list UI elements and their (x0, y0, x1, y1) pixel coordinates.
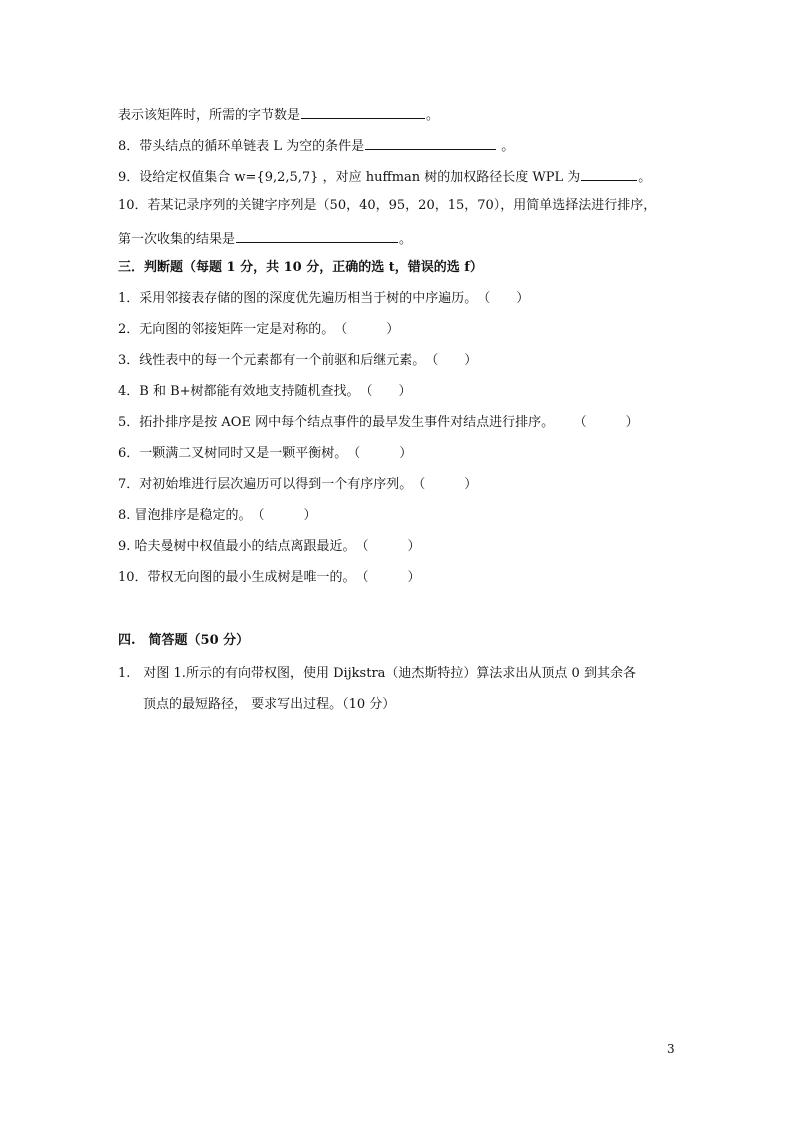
item-text: 4．B 和 B+树都能有效地支持随机查找。 (118, 384, 360, 399)
item-text: 3．线性表中的每一个元素都有一个前驱和后继元素。 (118, 353, 426, 368)
true-false-item (118, 507, 317, 525)
answer-paren[interactable]: （ ） (251, 508, 317, 523)
true-false-item (118, 290, 529, 308)
true-false-item (118, 383, 412, 401)
answer-paren[interactable]: （ ） (477, 291, 530, 306)
answer-paren[interactable]: （ ） (425, 353, 478, 368)
question-text: 9．设给定权值集合 w={9,2,5,7} ，对应 huffman 树的加权路径长度 WPL 为 (118, 170, 581, 185)
question-10 (118, 197, 656, 215)
item-text: 5．拓扑排序是按 AOE 网中每个结点事件的最早发生事件对结点进行排序。 (118, 415, 555, 430)
true-false-item (118, 445, 412, 463)
answer-blank[interactable] (236, 228, 398, 243)
question-8 (118, 135, 514, 156)
true-false-item (118, 538, 421, 556)
line-end: 。 (638, 170, 652, 185)
question-10-continued (118, 228, 412, 249)
answer-paren[interactable]: （ ） (355, 570, 421, 585)
question-text: 10．若某记录序列的关键字序列是（50，40，95，20，15，70），用简单选择法进行排序， (118, 198, 657, 213)
answer-paren[interactable]: （ ） (347, 446, 413, 461)
answer-blank[interactable] (581, 166, 637, 181)
item-text: 10．带权无向图的最小生成树是唯一的。 (118, 570, 356, 585)
answer-paren[interactable]: （ ） (355, 539, 421, 554)
short-answer-q1-line2: 顶点的最短路径， 要求写出过程。（10 分） (143, 697, 396, 712)
true-false-item (118, 476, 477, 494)
question-text: 第一次收集的结果是 (118, 232, 236, 247)
page-number: 3 (667, 1042, 675, 1056)
fill-in-line-7-continued (118, 104, 439, 125)
item-text: 6．一颗满二叉树同时又是一颗平衡树。 (118, 446, 348, 461)
line-end: 。 (426, 108, 440, 123)
answer-blank[interactable] (365, 135, 496, 150)
question-text: 8．带头结点的循环单链表 L 为空的条件是 (118, 139, 365, 154)
true-false-item (118, 352, 477, 370)
line-end: 。 (399, 232, 413, 247)
line-end: 。 (497, 139, 515, 154)
answer-paren[interactable]: （ ） (412, 477, 478, 492)
answer-paren[interactable]: （ ） (359, 384, 412, 399)
item-text: 2．无向图的邻接矩阵一定是对称的。 (118, 322, 335, 337)
true-false-item (118, 414, 639, 432)
item-text: 1．采用邻接表存储的图的深度优先遍历相当于树的中序遍历。 (118, 291, 478, 306)
true-false-item (118, 321, 399, 339)
section-3-title: 三．判断题（每题 1 分，共 10 分，正确的选 t，错误的选 f） (118, 260, 483, 275)
true-false-item (118, 569, 421, 587)
line-text: 表示该矩阵时，所需的字节数是 (118, 108, 301, 123)
section-4-title: 四. 简答题（50 分） (118, 633, 250, 648)
answer-paren[interactable]: （ ） (554, 415, 639, 430)
answer-paren[interactable]: （ ） (334, 322, 400, 337)
item-text: 8. 冒泡排序是稳定的。 (118, 508, 252, 523)
answer-blank[interactable] (301, 104, 425, 119)
item-text: 7．对初始堆进行层次遍历可以得到一个有序序列。 (118, 477, 413, 492)
item-text: 9. 哈夫曼树中权值最小的结点离跟最近。 (118, 539, 356, 554)
question-9 (118, 166, 651, 187)
short-answer-q1-line1: 1. 对图 1.所示的有向带权图，使用 Dijkstra（迪杰斯特拉）算法求出从顶点 0 到其余各 (118, 666, 636, 681)
